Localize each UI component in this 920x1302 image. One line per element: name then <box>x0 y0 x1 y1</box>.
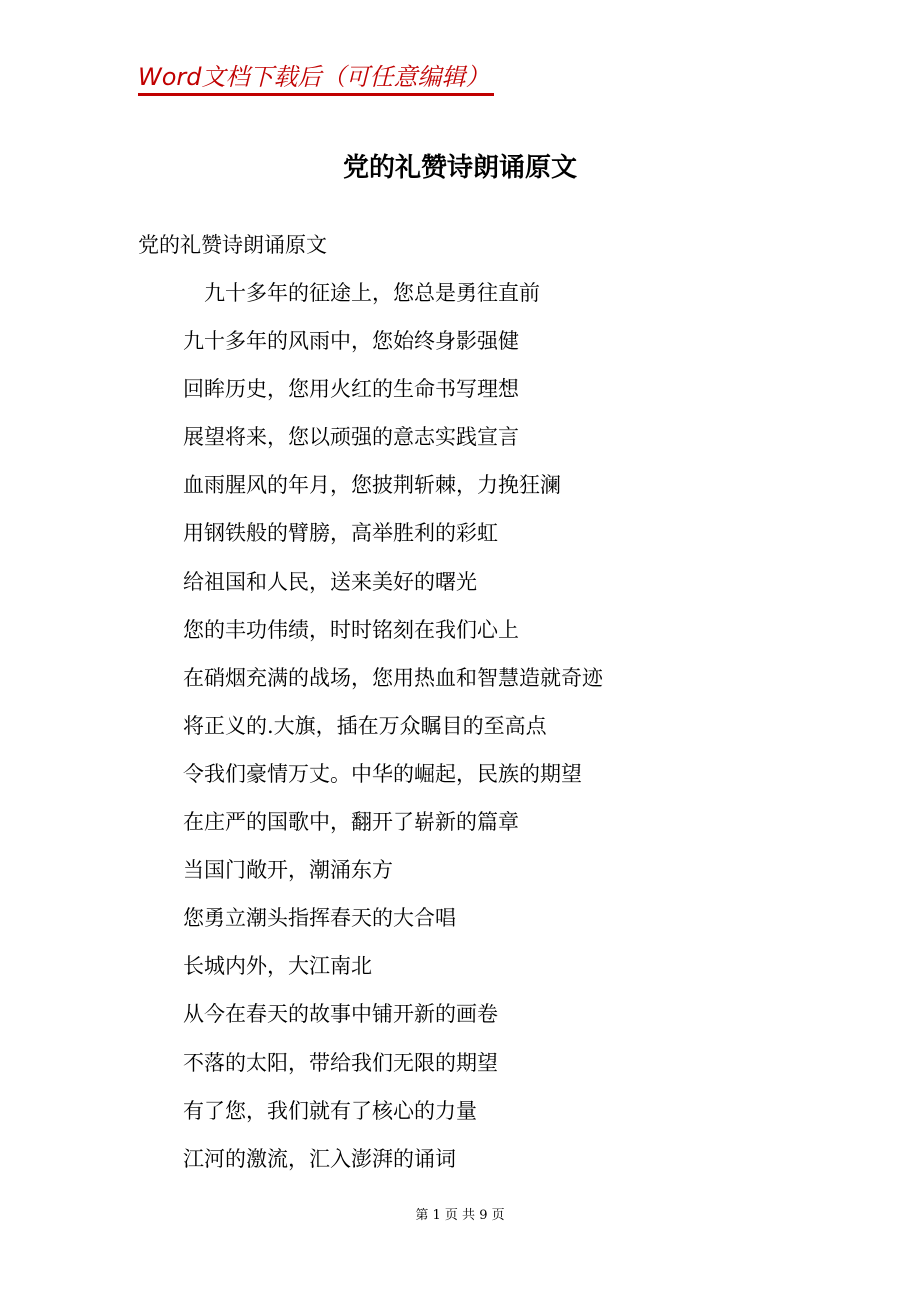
poem-line: 不落的太阳，带给我们无限的期望 <box>183 1050 498 1075</box>
poem-line: 当国门敞开，潮涌东方 <box>183 858 393 883</box>
poem-line: 用钢铁般的臂膀，高举胜利的彩虹 <box>183 521 498 546</box>
poem-line: 血雨腥风的年月，您披荆斩棘，力挽狂澜 <box>183 473 561 498</box>
poem-line: 您勇立潮头指挥春天的大合唱 <box>183 906 456 931</box>
poem-line: 回眸历史，您用火红的生命书写理想 <box>183 377 519 402</box>
poem-line: 给祖国和人民，送来美好的曙光 <box>183 569 477 594</box>
watermark-text: Word文档下载后（可任意编辑） <box>138 63 490 91</box>
poem-line: 长城内外，大江南北 <box>183 954 372 979</box>
poem-body <box>183 277 603 1191</box>
document-title: 党的礼赞诗朗诵原文 <box>342 153 577 183</box>
poem-line: 从今在春天的故事中铺开新的画卷 <box>183 1002 498 1027</box>
document-subtitle: 党的礼赞诗朗诵原文 <box>138 233 327 257</box>
poem-line: 将正义的.大旗，插在万众瞩目的至高点 <box>183 713 547 738</box>
poem-line: 展望将来，您以顽强的意志实践宣言 <box>183 425 519 450</box>
poem-line: 江河的激流，汇入澎湃的诵词 <box>183 1146 456 1171</box>
poem-line: 九十多年的征途上，您总是勇往直前 <box>204 281 540 305</box>
download-watermark <box>138 62 494 96</box>
poem-line: 您的丰功伟绩，时时铭刻在我们心上 <box>183 617 519 642</box>
poem-line: 有了您，我们就有了核心的力量 <box>183 1098 477 1123</box>
poem-line: 在庄严的国歌中，翻开了崭新的篇章 <box>183 810 519 835</box>
poem-line: 令我们豪情万丈。中华的崛起，民族的期望 <box>183 761 582 786</box>
page-number-footer: 第 1 页 共 9 页 <box>415 1208 505 1223</box>
poem-line: 九十多年的风雨中，您始终身影强健 <box>183 329 519 354</box>
poem-line: 在硝烟充满的战场，您用热血和智慧造就奇迹 <box>183 665 603 690</box>
